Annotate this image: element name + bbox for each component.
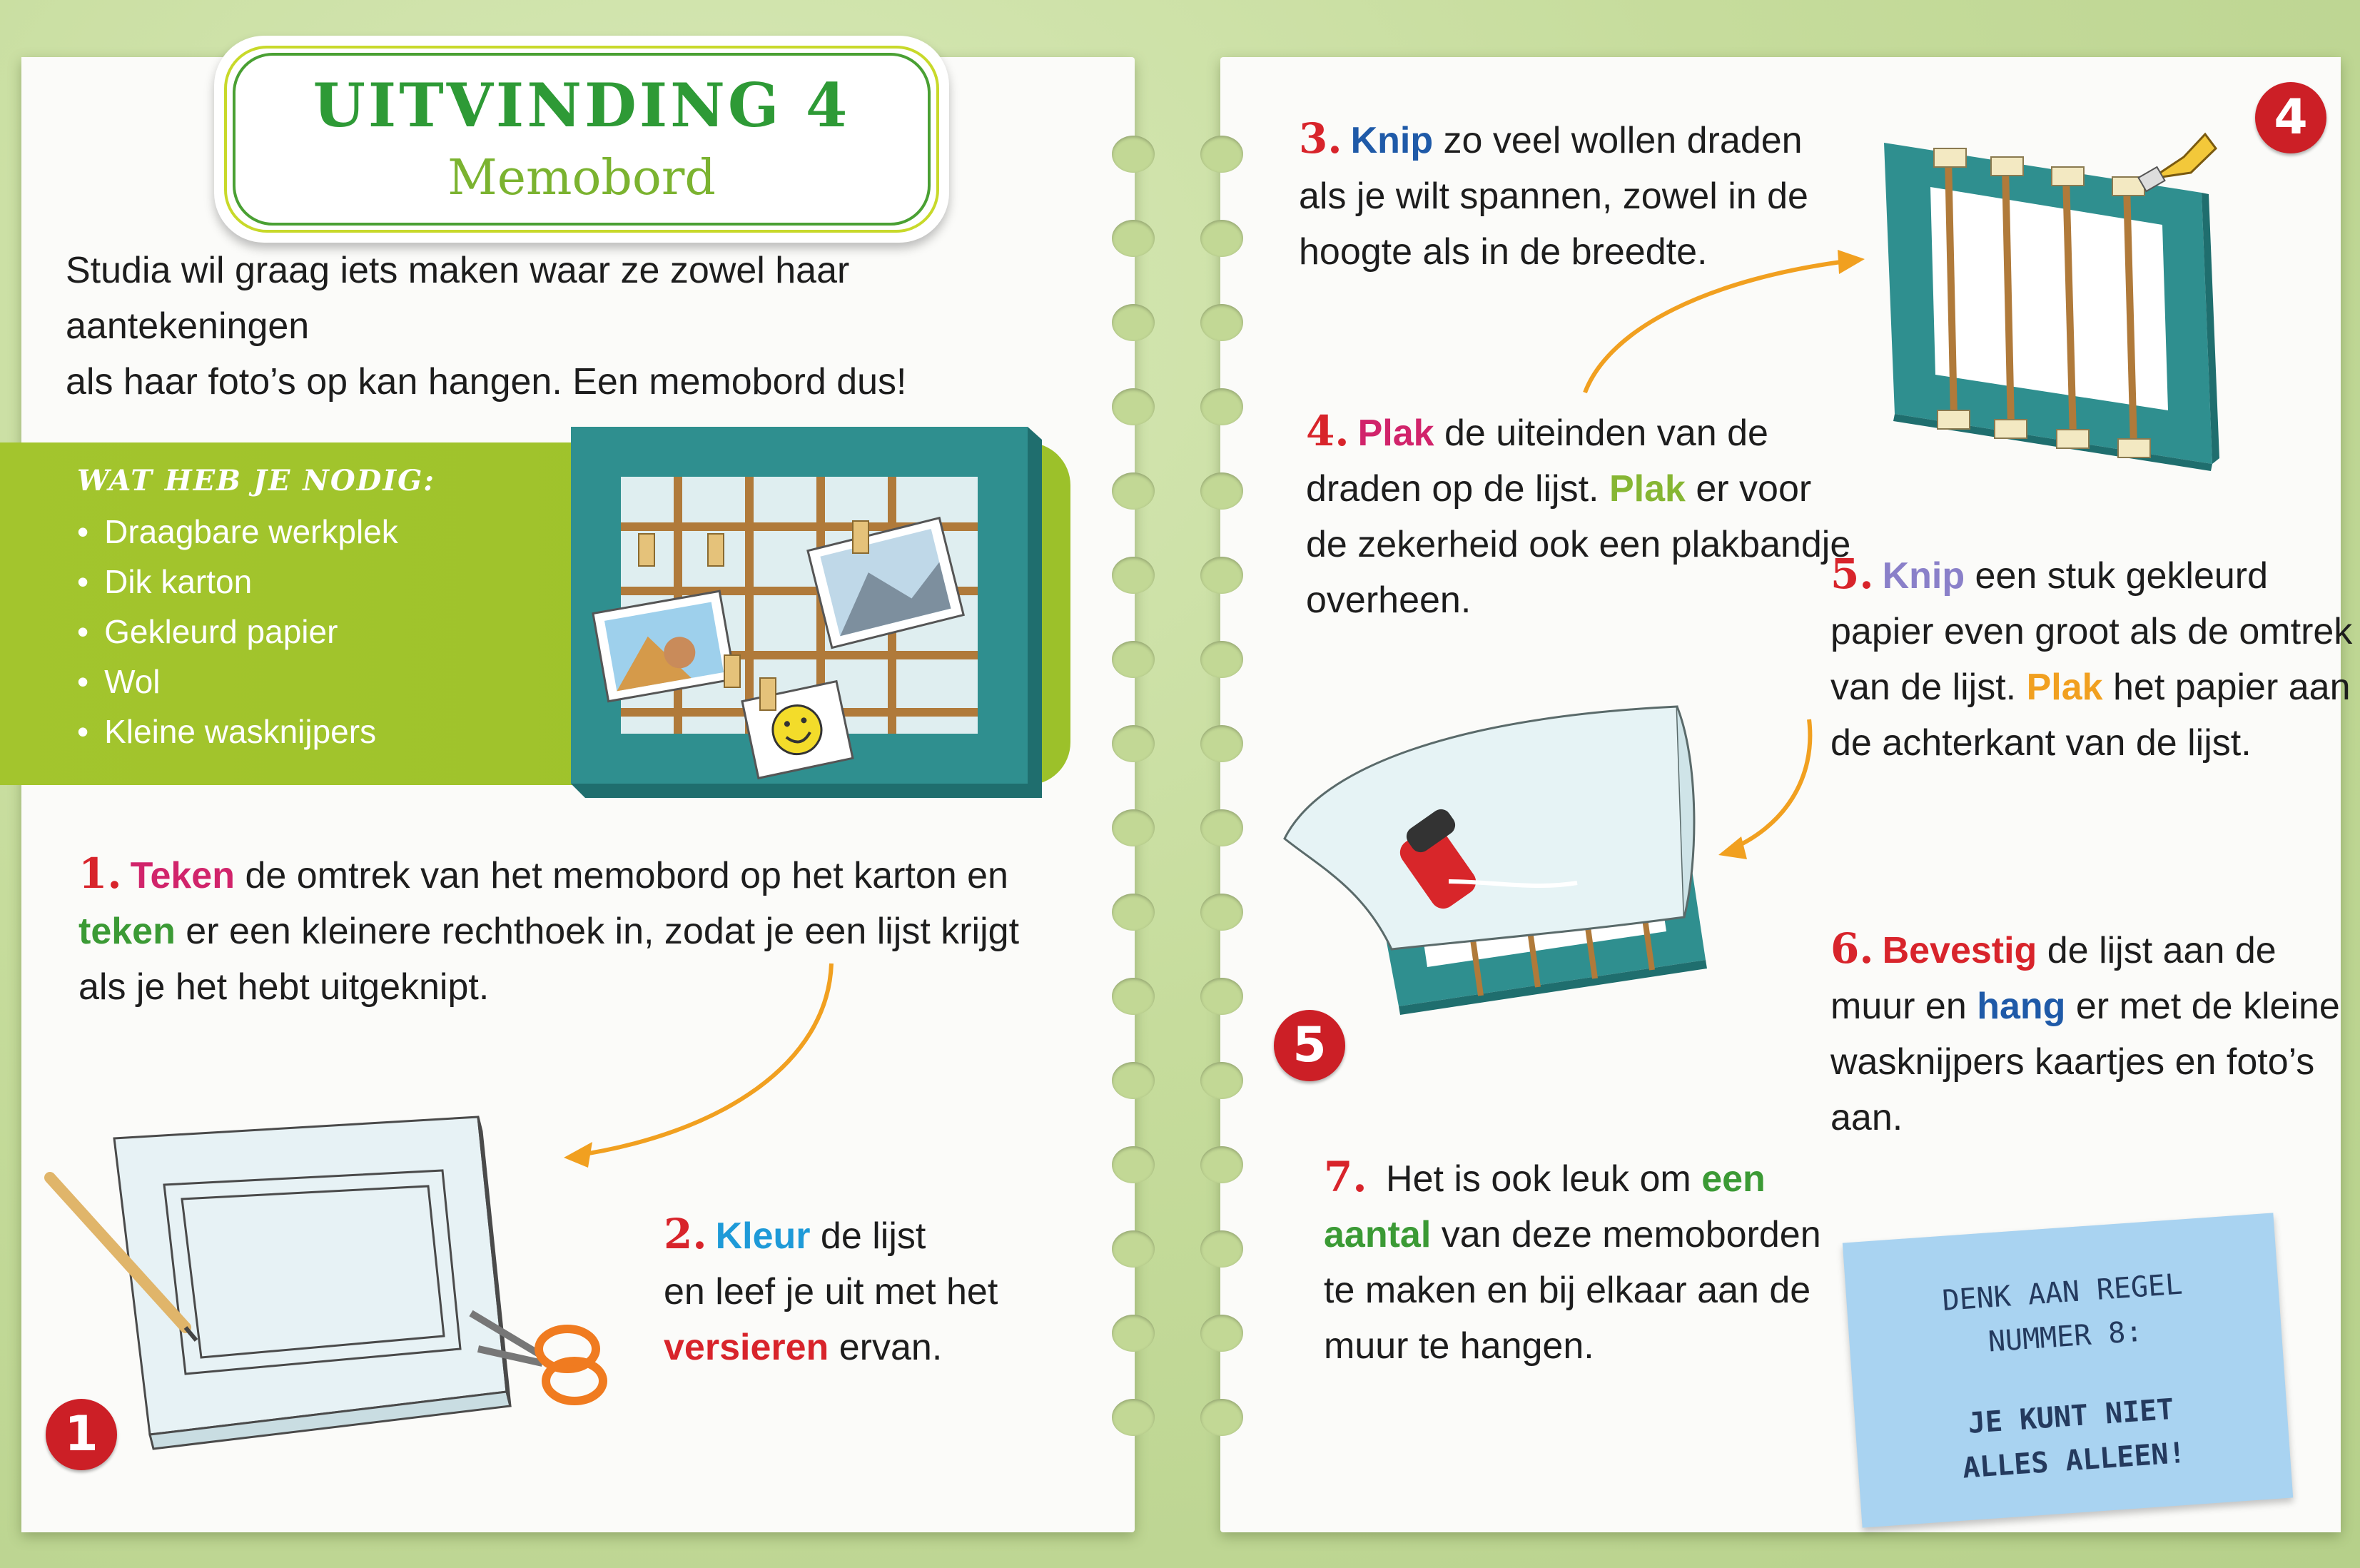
note-rule: [1854, 1380, 2291, 1498]
step-number: 3.: [1299, 114, 1342, 163]
step-4: [1306, 403, 1850, 628]
step-text: ervan.: [829, 1327, 943, 1368]
binder-hole: [1112, 725, 1155, 762]
binder-hole: [1200, 809, 1243, 846]
binder-hole: [1200, 220, 1243, 257]
binder-hole: [1200, 472, 1243, 510]
step-number: 6.: [1830, 924, 1874, 973]
list-item: • Draagbare werkplek: [77, 507, 398, 557]
step-keyword: hang: [1977, 986, 2066, 1027]
binder-hole: [1200, 1230, 1243, 1268]
frame-with-threads-illustration: [1870, 128, 2227, 471]
binder-hole: [1200, 894, 1243, 931]
step-text: muur en: [1830, 986, 1977, 1027]
step-badge-4: 4: [2255, 82, 2326, 153]
step-line: overheen.: [1306, 580, 1472, 621]
step-line: te maken en bij elkaar aan de: [1324, 1270, 1811, 1311]
binder-hole: [1200, 1399, 1243, 1436]
binder-hole: [1200, 978, 1243, 1015]
step-line: papier even groot als de omtrek: [1830, 611, 2353, 652]
title-box: [214, 36, 949, 243]
binder-hole: [1200, 557, 1243, 594]
materials-list: [77, 507, 398, 757]
intro-line: als haar foto’s op kan hangen. Een memobord dus!: [66, 361, 907, 403]
step-number: 1.: [79, 849, 122, 898]
list-item: • Wol: [77, 657, 398, 707]
step-keyword: Plak: [1357, 413, 1434, 454]
step-text: van deze memoborden: [1431, 1214, 1821, 1255]
list-item: • Gekleurd papier: [77, 607, 398, 657]
step-line: [79, 846, 1019, 904]
step-5: [1830, 546, 2352, 771]
rule-note: [1843, 1213, 2293, 1527]
step-text: Het is ook leuk om: [1375, 1158, 1702, 1200]
step-number: 5.: [1830, 550, 1874, 598]
step-line: de achterkant van de lijst.: [1830, 722, 2252, 764]
step-line: als je het hebt uitgeknipt.: [79, 966, 490, 1008]
binder-hole: [1112, 136, 1155, 173]
note-heading: [1845, 1255, 2282, 1374]
binder-hole: [1112, 1062, 1155, 1099]
note-line: DENK AAN REGEL: [1941, 1268, 2184, 1317]
step-keyword: een: [1701, 1158, 1766, 1200]
step-line: en leef je uit met het: [664, 1271, 998, 1312]
step-number: 7.: [1324, 1153, 1367, 1201]
binder-hole: [1200, 1062, 1243, 1099]
list-item: • Dik karton: [77, 557, 398, 607]
step-line: aan.: [1830, 1097, 1903, 1138]
arrow-icon: [1713, 714, 1820, 864]
step-keyword: Teken: [130, 855, 235, 896]
step-number: 4.: [1306, 407, 1349, 455]
binder-hole: [1112, 978, 1155, 1015]
materials-title: WAT HEB JE NODIG:: [77, 464, 435, 497]
step-badge-1: 1: [46, 1399, 117, 1470]
step-line: wasknijpers kaartjes en foto’s: [1830, 1041, 2315, 1083]
step-line: [79, 904, 1019, 959]
binder-hole: [1112, 809, 1155, 846]
step-keyword: aantal: [1324, 1214, 1432, 1255]
step-line: de zekerheid ook een plakbandje: [1306, 524, 1851, 565]
intro-text: [66, 243, 1050, 410]
step-line: [1324, 1207, 1821, 1263]
step-badge-5: 5: [1274, 1010, 1345, 1081]
glue-stick-illustration: [1277, 703, 1720, 1017]
step-text: van de lijst.: [1830, 667, 2027, 708]
step-line: [1324, 1149, 1821, 1207]
step-line: [664, 1206, 998, 1264]
binder-hole: [1112, 304, 1155, 341]
step-text: de lijst: [810, 1215, 926, 1257]
glue-tube-icon: [2139, 134, 2216, 191]
binder-hole: [1112, 1315, 1155, 1352]
step-text: zo veel wollen draden: [1433, 120, 1803, 161]
binder-hole: [1112, 472, 1155, 510]
step-keyword: Knip: [1882, 555, 1965, 597]
list-item: • Kleine wasknijpers: [77, 707, 398, 757]
step-text: de omtrek van het memobord op het karton en: [235, 855, 1008, 896]
binder-hole: [1112, 557, 1155, 594]
step-line: [1299, 111, 1808, 168]
step-number: 2.: [664, 1210, 707, 1258]
note-line: ALLES ALLEEN!: [1961, 1436, 2187, 1485]
step-line: [1830, 659, 2352, 715]
step-text: er voor: [1685, 468, 1812, 510]
note-line: NUMMER 8:: [1987, 1315, 2144, 1359]
binder-hole: [1200, 136, 1243, 173]
binder-hole: [1200, 641, 1243, 678]
page-subtitle: Memobord: [447, 150, 716, 206]
step-line: muur te hangen.: [1324, 1325, 1594, 1367]
step-keyword: versieren: [664, 1327, 829, 1368]
step-line: hoogte als in de breedte.: [1299, 231, 1708, 273]
binder-hole: [1112, 1230, 1155, 1268]
step-6: [1830, 921, 2340, 1145]
page-title: UITVINDING 4: [313, 70, 851, 141]
binder-hole: [1200, 1146, 1243, 1183]
step-text: er met de kleine: [2065, 986, 2340, 1027]
step-line: [1830, 546, 2352, 604]
step-keyword: Kleur: [715, 1215, 811, 1257]
binder-hole: [1200, 725, 1243, 762]
memoboard-illustration: [571, 427, 1042, 798]
step-keyword: Knip: [1350, 120, 1434, 161]
arrow-icon: [1581, 250, 1880, 400]
step-line: [664, 1320, 998, 1375]
step-keyword: teken: [79, 911, 176, 952]
binder-hole: [1200, 304, 1243, 341]
step-2: [664, 1206, 998, 1375]
cardboard-illustration: [43, 1092, 628, 1456]
step-text: draden op de lijst.: [1306, 468, 1609, 510]
step-7: [1324, 1149, 1821, 1374]
binder-hole: [1200, 1315, 1243, 1352]
binder-hole: [1112, 1399, 1155, 1436]
step-text: een stuk gekleurd: [1965, 555, 2269, 597]
step-line: als je wilt spannen, zowel in de: [1299, 176, 1808, 217]
step-line: [1830, 978, 2340, 1034]
step-line: [1830, 921, 2340, 978]
binder-hole: [1112, 641, 1155, 678]
step-text: de uiteinden van de: [1434, 413, 1768, 454]
step-keyword: Plak: [2026, 667, 2103, 708]
binder-hole: [1112, 894, 1155, 931]
step-text: er een kleinere rechthoek in, zodat je een lijst krijgt: [175, 911, 1020, 952]
binder-hole: [1200, 388, 1243, 425]
step-keyword: Plak: [1609, 468, 1686, 510]
step-line: [1306, 461, 1850, 517]
step-line: [1306, 403, 1850, 461]
step-text: het papier aan: [2102, 667, 2351, 708]
binder-hole: [1112, 388, 1155, 425]
intro-line: Studia wil graag iets maken waar ze zowel haar aantekeningen: [66, 250, 850, 347]
note-line: JE KUNT NIET: [1967, 1392, 2175, 1440]
step-text: de lijst aan de: [2037, 930, 2277, 971]
step-keyword: Bevestig: [1882, 930, 2037, 971]
binder-hole: [1112, 220, 1155, 257]
binder-hole: [1112, 1146, 1155, 1183]
